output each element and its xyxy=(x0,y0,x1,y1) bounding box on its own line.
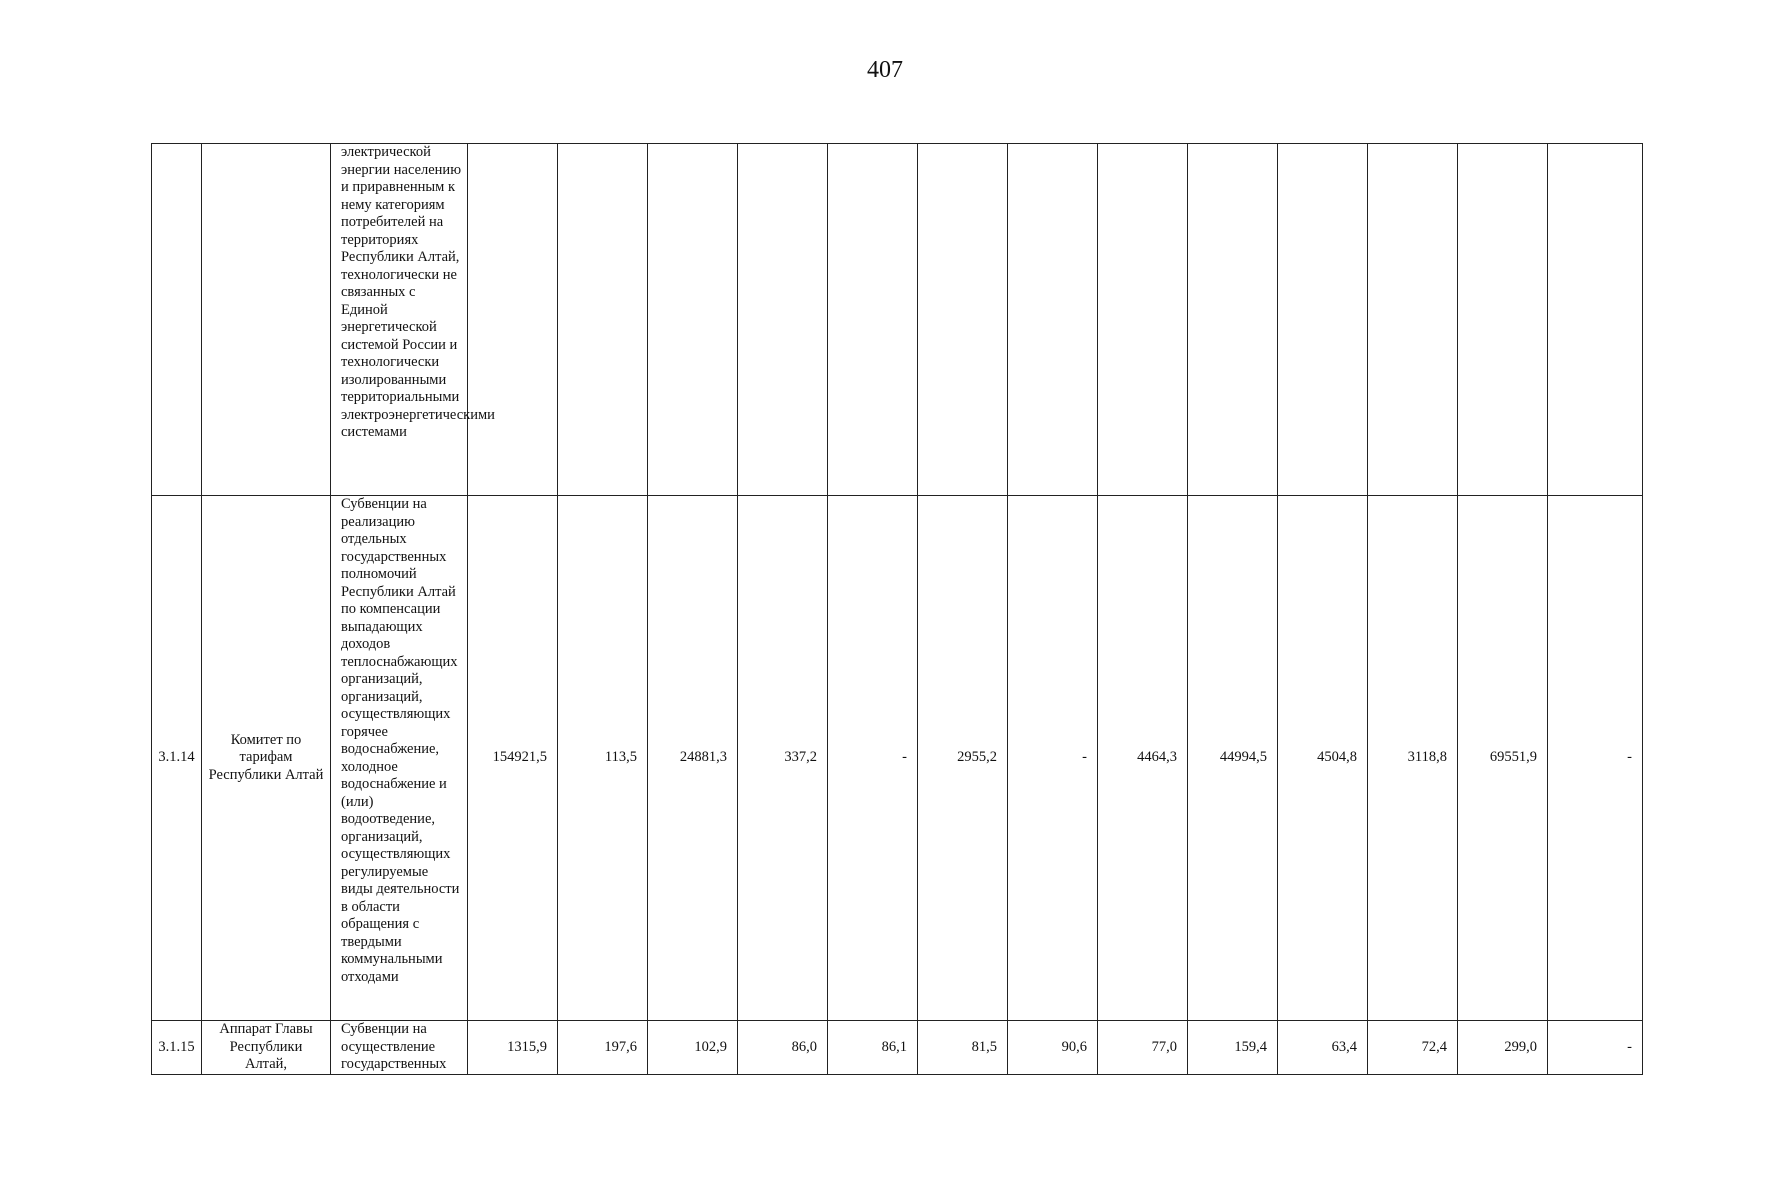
row-organization: Комитет по тарифам Республики Алтай xyxy=(202,496,331,1021)
row-organization xyxy=(202,144,331,496)
row-value: - xyxy=(1548,496,1643,1021)
row-value: 2955,2 xyxy=(918,496,1008,1021)
row-value xyxy=(738,144,828,496)
row-value: 72,4 xyxy=(1368,1021,1458,1075)
row-value xyxy=(1098,144,1188,496)
row-value: - xyxy=(1548,1021,1643,1075)
row-code xyxy=(152,144,202,496)
row-value xyxy=(648,144,738,496)
row-value: 24881,3 xyxy=(648,496,738,1021)
row-description: электрической энергии населению и приравненным к нему категориям потребителей на территориях Республики Алтай, технологически не связанных с Единой энергетической системой России и технологически изолированными территориальными электроэнергетическими системами xyxy=(331,144,468,496)
row-value: 299,0 xyxy=(1458,1021,1548,1075)
row-code: 3.1.15 xyxy=(152,1021,202,1075)
row-value xyxy=(918,144,1008,496)
row-description: Субвенции на осуществление государственных xyxy=(331,1021,468,1075)
row-value: 1315,9 xyxy=(468,1021,558,1075)
row-value xyxy=(558,144,648,496)
row-value: 197,6 xyxy=(558,1021,648,1075)
row-value xyxy=(468,144,558,496)
budget-table xyxy=(151,143,1643,1075)
row-code: 3.1.14 xyxy=(152,496,202,1021)
row-organization: Аппарат Главы Республики Алтай, xyxy=(202,1021,331,1075)
row-value: 113,5 xyxy=(558,496,648,1021)
row-value: 90,6 xyxy=(1008,1021,1098,1075)
row-value: - xyxy=(828,496,918,1021)
row-value: 3118,8 xyxy=(1368,496,1458,1021)
row-value: 63,4 xyxy=(1278,1021,1368,1075)
row-value xyxy=(1458,144,1548,496)
row-value: 159,4 xyxy=(1188,1021,1278,1075)
row-value: 154921,5 xyxy=(468,496,558,1021)
row-description: Субвенции на реализацию отдельных государственных полномочий Республики Алтай по компенсации выпадающих доходов теплоснабжающих организаций, организаций, осуществляющих горячее водоснабжение, холодное водоснабжение и (или) водоотведение, организаций, осуществляющих регулируемые виды деятельности в области обращения с твердыми коммунальными отходами xyxy=(331,496,468,1021)
page-number: 407 xyxy=(867,57,903,83)
row-value: 77,0 xyxy=(1098,1021,1188,1075)
row-value xyxy=(1008,144,1098,496)
row-value: - xyxy=(1008,496,1098,1021)
row-value: 86,1 xyxy=(828,1021,918,1075)
table-row xyxy=(152,144,1643,496)
row-value xyxy=(1368,144,1458,496)
row-value xyxy=(1548,144,1643,496)
row-value xyxy=(1188,144,1278,496)
row-value: 4504,8 xyxy=(1278,496,1368,1021)
row-value: 337,2 xyxy=(738,496,828,1021)
table-row xyxy=(152,1021,1643,1075)
row-value: 44994,5 xyxy=(1188,496,1278,1021)
row-value: 86,0 xyxy=(738,1021,828,1075)
row-value: 102,9 xyxy=(648,1021,738,1075)
row-value: 69551,9 xyxy=(1458,496,1548,1021)
row-value xyxy=(1278,144,1368,496)
table-row xyxy=(152,496,1643,1021)
row-value: 81,5 xyxy=(918,1021,1008,1075)
row-value: 4464,3 xyxy=(1098,496,1188,1021)
row-value xyxy=(828,144,918,496)
